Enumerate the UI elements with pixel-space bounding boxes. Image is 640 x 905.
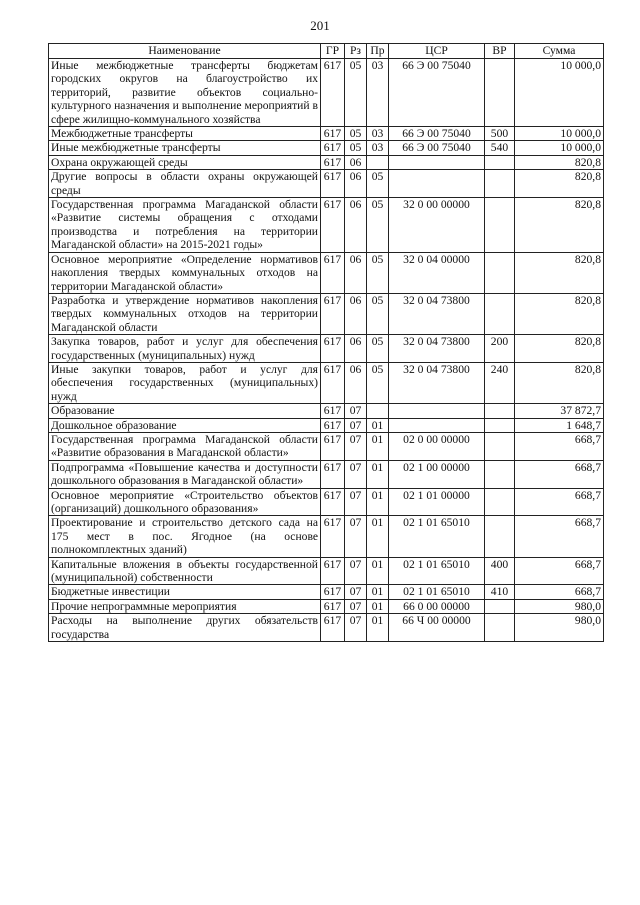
cell-name: Основное мероприятие «Строительство объектов (организаций) дошкольного образования» xyxy=(49,488,321,516)
cell-sum: 37 872,7 xyxy=(515,404,604,418)
cell-gr: 617 xyxy=(321,599,345,613)
cell-sum: 668,7 xyxy=(515,432,604,460)
cell-csr: 66 Э 00 75040 xyxy=(389,59,485,127)
cell-rz: 07 xyxy=(345,557,367,585)
table-body xyxy=(49,59,604,642)
cell-csr: 32 0 04 00000 xyxy=(389,252,485,293)
cell-csr xyxy=(389,418,485,432)
cell-gr: 617 xyxy=(321,335,345,363)
header-rz: Рз xyxy=(345,44,367,59)
cell-pr: 03 xyxy=(367,127,389,141)
cell-gr: 617 xyxy=(321,252,345,293)
cell-csr: 02 1 01 65010 xyxy=(389,516,485,557)
cell-rz: 07 xyxy=(345,418,367,432)
cell-pr: 01 xyxy=(367,585,389,599)
cell-name: Проектирование и строительство детского сада на 175 мест в пос. Ягодное (на основе полнокомплектных зданий) xyxy=(49,516,321,557)
cell-name: Расходы на выполнение других обязательств государства xyxy=(49,614,321,642)
cell-csr xyxy=(389,404,485,418)
cell-pr: 01 xyxy=(367,614,389,642)
cell-gr: 617 xyxy=(321,614,345,642)
cell-name: Разработка и утверждение нормативов накопления твердых коммунальных отходов на территории Магаданской области xyxy=(49,293,321,334)
cell-rz: 07 xyxy=(345,404,367,418)
cell-name: Межбюджетные трансферты xyxy=(49,127,321,141)
cell-sum: 668,7 xyxy=(515,557,604,585)
cell-gr: 617 xyxy=(321,404,345,418)
cell-csr: 02 1 01 65010 xyxy=(389,585,485,599)
table-row xyxy=(49,141,604,155)
cell-name: Прочие непрограммные мероприятия xyxy=(49,599,321,613)
cell-pr: 05 xyxy=(367,170,389,198)
cell-csr: 66 Ч 00 00000 xyxy=(389,614,485,642)
cell-csr: 02 1 01 65010 xyxy=(389,557,485,585)
cell-vr xyxy=(485,516,515,557)
table-row xyxy=(49,59,604,127)
cell-gr: 617 xyxy=(321,516,345,557)
cell-csr: 02 0 00 00000 xyxy=(389,432,485,460)
cell-gr: 617 xyxy=(321,557,345,585)
cell-vr xyxy=(485,614,515,642)
header-pr: Пр xyxy=(367,44,389,59)
cell-rz: 07 xyxy=(345,432,367,460)
cell-vr xyxy=(485,488,515,516)
cell-sum: 668,7 xyxy=(515,516,604,557)
cell-rz: 06 xyxy=(345,362,367,403)
cell-sum: 820,8 xyxy=(515,155,604,169)
cell-vr: 500 xyxy=(485,127,515,141)
cell-sum: 10 000,0 xyxy=(515,127,604,141)
cell-pr: 05 xyxy=(367,252,389,293)
header-vr: ВР xyxy=(485,44,515,59)
cell-csr: 02 1 00 00000 xyxy=(389,460,485,488)
header-sum: Сумма xyxy=(515,44,604,59)
cell-pr: 05 xyxy=(367,335,389,363)
cell-vr xyxy=(485,404,515,418)
cell-rz: 07 xyxy=(345,516,367,557)
cell-name: Дошкольное образование xyxy=(49,418,321,432)
table-row xyxy=(49,170,604,198)
table-row xyxy=(49,460,604,488)
table-row xyxy=(49,252,604,293)
cell-vr xyxy=(485,432,515,460)
cell-gr: 617 xyxy=(321,418,345,432)
cell-rz: 06 xyxy=(345,252,367,293)
cell-sum: 10 000,0 xyxy=(515,59,604,127)
cell-sum: 980,0 xyxy=(515,614,604,642)
table-row xyxy=(49,488,604,516)
cell-csr: 32 0 04 73800 xyxy=(389,335,485,363)
cell-vr xyxy=(485,198,515,253)
cell-name: Образование xyxy=(49,404,321,418)
cell-gr: 617 xyxy=(321,585,345,599)
cell-gr: 617 xyxy=(321,460,345,488)
cell-name: Бюджетные инвестиции xyxy=(49,585,321,599)
cell-csr xyxy=(389,170,485,198)
cell-sum: 668,7 xyxy=(515,585,604,599)
cell-rz: 05 xyxy=(345,127,367,141)
table-row xyxy=(49,198,604,253)
cell-rz: 06 xyxy=(345,198,367,253)
page-number: 201 xyxy=(310,18,330,33)
table-header xyxy=(49,44,604,59)
cell-gr: 617 xyxy=(321,293,345,334)
header-gr: ГР xyxy=(321,44,345,59)
cell-sum: 668,7 xyxy=(515,460,604,488)
cell-pr: 03 xyxy=(367,141,389,155)
cell-gr: 617 xyxy=(321,170,345,198)
cell-pr: 01 xyxy=(367,557,389,585)
cell-rz: 07 xyxy=(345,599,367,613)
cell-gr: 617 xyxy=(321,155,345,169)
cell-pr: 01 xyxy=(367,516,389,557)
table-row xyxy=(49,432,604,460)
cell-name: Иные закупки товаров, работ и услуг для обеспечения государственных (муниципальных) нужд xyxy=(49,362,321,403)
table-row xyxy=(49,127,604,141)
cell-pr: 01 xyxy=(367,488,389,516)
cell-gr: 617 xyxy=(321,362,345,403)
cell-csr: 02 1 01 00000 xyxy=(389,488,485,516)
cell-rz: 07 xyxy=(345,488,367,516)
cell-name: Государственная программа Магаданской области «Развитие системы обращения с отходами производства и потребления на территории Магаданской области» на 2015-2021 годы» xyxy=(49,198,321,253)
cell-sum: 10 000,0 xyxy=(515,141,604,155)
cell-csr: 32 0 04 73800 xyxy=(389,293,485,334)
cell-sum: 820,8 xyxy=(515,252,604,293)
table-row xyxy=(49,516,604,557)
cell-name: Капитальные вложения в объекты государственной (муниципальной) собственности xyxy=(49,557,321,585)
cell-sum: 820,8 xyxy=(515,362,604,403)
cell-name: Охрана окружающей среды xyxy=(49,155,321,169)
cell-sum: 820,8 xyxy=(515,335,604,363)
cell-rz: 06 xyxy=(345,170,367,198)
header-csr: ЦСР xyxy=(389,44,485,59)
cell-pr: 01 xyxy=(367,432,389,460)
table-row xyxy=(49,614,604,642)
cell-gr: 617 xyxy=(321,127,345,141)
header-row xyxy=(49,44,604,59)
cell-rz: 05 xyxy=(345,141,367,155)
cell-rz: 06 xyxy=(345,335,367,363)
cell-rz: 07 xyxy=(345,614,367,642)
table-row xyxy=(49,362,604,403)
cell-vr xyxy=(485,59,515,127)
cell-sum: 820,8 xyxy=(515,170,604,198)
cell-name: Иные межбюджетные трансферты xyxy=(49,141,321,155)
cell-pr: 05 xyxy=(367,293,389,334)
cell-pr: 05 xyxy=(367,362,389,403)
cell-name: Основное мероприятие «Определение нормативов накопления твердых коммунальных отходов на территории Магаданской области» xyxy=(49,252,321,293)
cell-csr xyxy=(389,155,485,169)
cell-vr: 540 xyxy=(485,141,515,155)
cell-gr: 617 xyxy=(321,198,345,253)
cell-gr: 617 xyxy=(321,432,345,460)
cell-rz: 07 xyxy=(345,585,367,599)
table-row xyxy=(49,585,604,599)
cell-pr: 01 xyxy=(367,418,389,432)
cell-name: Другие вопросы в области охраны окружающей среды xyxy=(49,170,321,198)
table-row xyxy=(49,557,604,585)
cell-vr: 400 xyxy=(485,557,515,585)
cell-name: Государственная программа Магаданской области «Развитие образования в Магаданской области» xyxy=(49,432,321,460)
cell-rz: 07 xyxy=(345,460,367,488)
cell-pr xyxy=(367,404,389,418)
cell-name: Подпрограмма «Повышение качества и доступности дошкольного образования в Магаданской области» xyxy=(49,460,321,488)
cell-sum: 980,0 xyxy=(515,599,604,613)
cell-rz: 05 xyxy=(345,59,367,127)
table-row xyxy=(49,599,604,613)
cell-vr xyxy=(485,460,515,488)
cell-vr xyxy=(485,252,515,293)
cell-rz: 06 xyxy=(345,155,367,169)
cell-sum: 820,8 xyxy=(515,198,604,253)
cell-name: Закупка товаров, работ и услуг для обеспечения государственных (муниципальных) нужд xyxy=(49,335,321,363)
table-row xyxy=(49,155,604,169)
cell-vr xyxy=(485,170,515,198)
cell-pr: 01 xyxy=(367,599,389,613)
cell-vr: 200 xyxy=(485,335,515,363)
cell-vr xyxy=(485,155,515,169)
cell-vr xyxy=(485,293,515,334)
cell-name: Иные межбюджетные трансферты бюджетам городских округов на благоустройство их территорий, развитие объектов социально-культурного назначения и выполнение мероприятий в сфере жилищно-коммунального хозяйства xyxy=(49,59,321,127)
cell-pr: 03 xyxy=(367,59,389,127)
table-row xyxy=(49,293,604,334)
budget-table xyxy=(48,43,604,642)
cell-sum: 668,7 xyxy=(515,488,604,516)
table-row xyxy=(49,418,604,432)
cell-vr: 240 xyxy=(485,362,515,403)
cell-sum: 820,8 xyxy=(515,293,604,334)
cell-csr: 66 0 00 00000 xyxy=(389,599,485,613)
cell-rz: 06 xyxy=(345,293,367,334)
table-row xyxy=(49,335,604,363)
cell-csr: 32 0 00 00000 xyxy=(389,198,485,253)
header-name: Наименование xyxy=(49,44,321,59)
cell-gr: 617 xyxy=(321,488,345,516)
cell-sum: 1 648,7 xyxy=(515,418,604,432)
cell-vr xyxy=(485,599,515,613)
cell-gr: 617 xyxy=(321,59,345,127)
cell-vr: 410 xyxy=(485,585,515,599)
cell-vr xyxy=(485,418,515,432)
cell-pr: 05 xyxy=(367,198,389,253)
cell-csr: 32 0 04 73800 xyxy=(389,362,485,403)
table-row xyxy=(49,404,604,418)
cell-csr: 66 Э 00 75040 xyxy=(389,141,485,155)
cell-pr: 01 xyxy=(367,460,389,488)
cell-csr: 66 Э 00 75040 xyxy=(389,127,485,141)
cell-pr xyxy=(367,155,389,169)
cell-gr: 617 xyxy=(321,141,345,155)
